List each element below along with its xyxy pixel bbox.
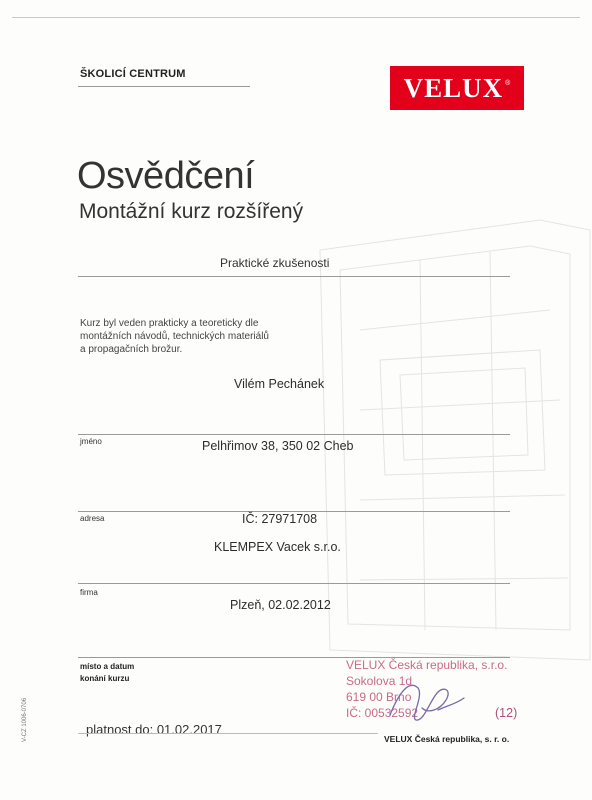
top-rule	[12, 17, 580, 18]
signature	[380, 670, 470, 730]
stamp-line: IČ: 00532592	[346, 706, 419, 720]
participant-name: Vilém Pechánek	[234, 377, 325, 391]
place-date-label-line: konání kurzu	[80, 674, 130, 683]
place-date-label	[80, 661, 134, 685]
description-line: montážních návodů, technických materiálů	[80, 331, 269, 342]
training-center-label: ŠKOLICÍ CENTRUM	[80, 68, 186, 80]
experience-line: Praktické zkušenosti	[220, 256, 330, 270]
experience-rule	[78, 276, 510, 277]
firm-name: KLEMPEX Vacek s.r.o.	[214, 540, 341, 554]
stamp-line: Sokolova 1d	[346, 674, 413, 688]
velux-logo	[390, 66, 524, 110]
course-description	[80, 317, 340, 356]
stamp-number: (12)	[495, 706, 518, 720]
firm-label: firma	[80, 588, 98, 597]
place-date-label-line: místo a datum	[80, 662, 135, 671]
validity-rule	[78, 733, 378, 734]
course-name: Montážní kurz rozšířený	[79, 200, 304, 223]
name-rule	[78, 434, 510, 435]
description-line: Kurz byl veden prakticky a teoreticky dle	[80, 318, 259, 329]
stamp-line: VELUX Česká republika, s.r.o.	[346, 658, 508, 672]
firm-rule	[78, 583, 510, 584]
address-label: adresa	[80, 514, 105, 523]
certificate-title: Osvědčení	[77, 155, 255, 197]
course-place-date: Plzeň, 02.02.2012	[230, 598, 331, 612]
firm-id: IČ: 27971708	[242, 512, 318, 526]
registered-mark: ®	[505, 79, 511, 87]
document-code: V-CZ 1006-0706	[22, 697, 28, 742]
training-center-rule	[78, 86, 250, 87]
stamp-line: 619 00 Brno	[346, 690, 412, 704]
name-label: jméno	[80, 437, 102, 446]
footer-company: VELUX Česká republika, s. r. o.	[384, 734, 510, 744]
logo-text: VELUX	[403, 72, 504, 103]
validity-date: platnost do: 01.02.2017	[86, 722, 222, 737]
description-line: a propagačních brožur.	[80, 344, 183, 355]
participant-address: Pelhřimov 38, 350 02 Cheb	[202, 439, 354, 453]
